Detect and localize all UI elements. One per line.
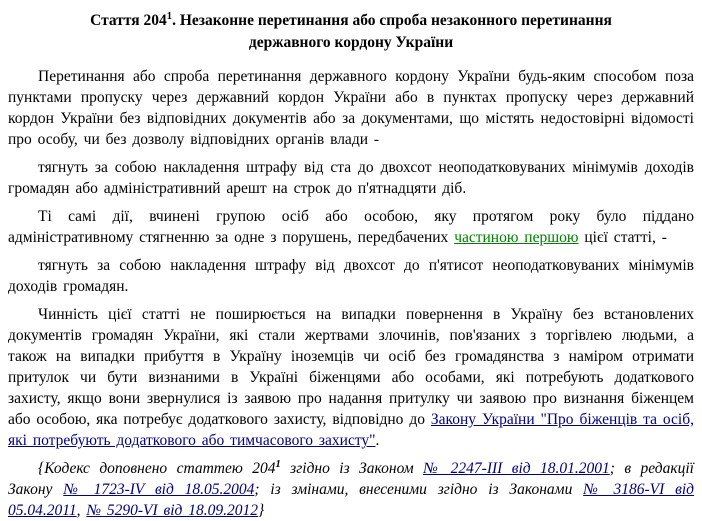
paragraph-exemption-pre: Чинність цієї статті не поширюється на випадки повернення в Україну без встановлених документів громадян України, які стали жертвами злочинів, пов'язаних з торгівлею людьми, а також на випадки прибуття в Україну іноземців чи осіб без громадянства з наміром отримати притулок чи бути визнаними в Україні біженцями або особами, які потребують додаткового захисту, якщо вони звернулися із заявою про надання притулку чи заявою про визнання біженцем або особою, яка потребує додаткового захисту, відповідно до [8, 306, 694, 428]
article-title [58, 10, 644, 54]
paragraph-exemption [8, 304, 694, 451]
link-refugee-law[interactable]: Закону України "Про біженців та осіб, які потребують додаткового або тимчасового захисту" [8, 411, 694, 449]
amendment-mid2: ; в редакції Закону [8, 460, 694, 498]
amendment-superscript: 1 [275, 458, 281, 470]
paragraph-sanction-part2: тягнуть за собою накладення штрафу від двохсот до п'ятисот неоподатковуваних мінімумів доходів громадян. [8, 257, 694, 295]
amendment-mid3: ; із змінами, внесеними згідно із Законами [254, 481, 584, 498]
article-title-superscript: 1 [166, 10, 173, 22]
paragraph-offense-part2-pre: Ті самі дії, вчинені групою осіб або особою, яку протягом року було піддано адміністративному стягненню за одне з порушень, передбачених [8, 208, 694, 246]
paragraph-offense-part2-post: цієї статті, - [578, 229, 667, 246]
link-part-one-of-article[interactable]: частиною першою [454, 229, 579, 246]
paragraph-exemption-post: . [375, 432, 380, 449]
amendment-pre: {Кодекс доповнено статтею 204 [38, 460, 276, 477]
amendment-post: } [258, 502, 265, 519]
amendment-mid4: , [76, 502, 87, 519]
paragraph-offense-part1: Перетинання або спроба перетинання державного кордону України будь-яким способом поза пунктами пропуску через державний кордон України або в пунктах пропуску через державний кордон України без відповідних документів або за документами, що містять недостовірні відомості про особу, чи без дозволу відповідних органів влади - [8, 68, 694, 148]
paragraph-amendment-history [8, 458, 694, 521]
amendment-mid1: згідно із Законом [280, 460, 424, 477]
link-law-5290[interactable]: № 5290-VI від 18.09.2012 [86, 502, 259, 519]
link-law-2247[interactable]: № 2247-III від 18.01.2001 [423, 460, 610, 477]
paragraph-offense-part2 [8, 206, 694, 248]
paragraph-sanction-part1: тягнуть за собою накладення штрафу від ста до двохсот неоподатковуваних мінімумів доходів громадян або адміністративний арешт на строк до п'ятнадцяти діб. [8, 159, 694, 197]
link-law-3186[interactable]: № 3186-VI від 05.04.2011 [8, 481, 695, 519]
link-law-1723[interactable]: № 1723-IV від 18.05.2004 [63, 481, 255, 498]
article-title-post: . Незаконне перетинання або спроба незаконного перетинання державного кордону України [172, 12, 612, 51]
article-title-pre: Стаття 204 [90, 12, 167, 29]
